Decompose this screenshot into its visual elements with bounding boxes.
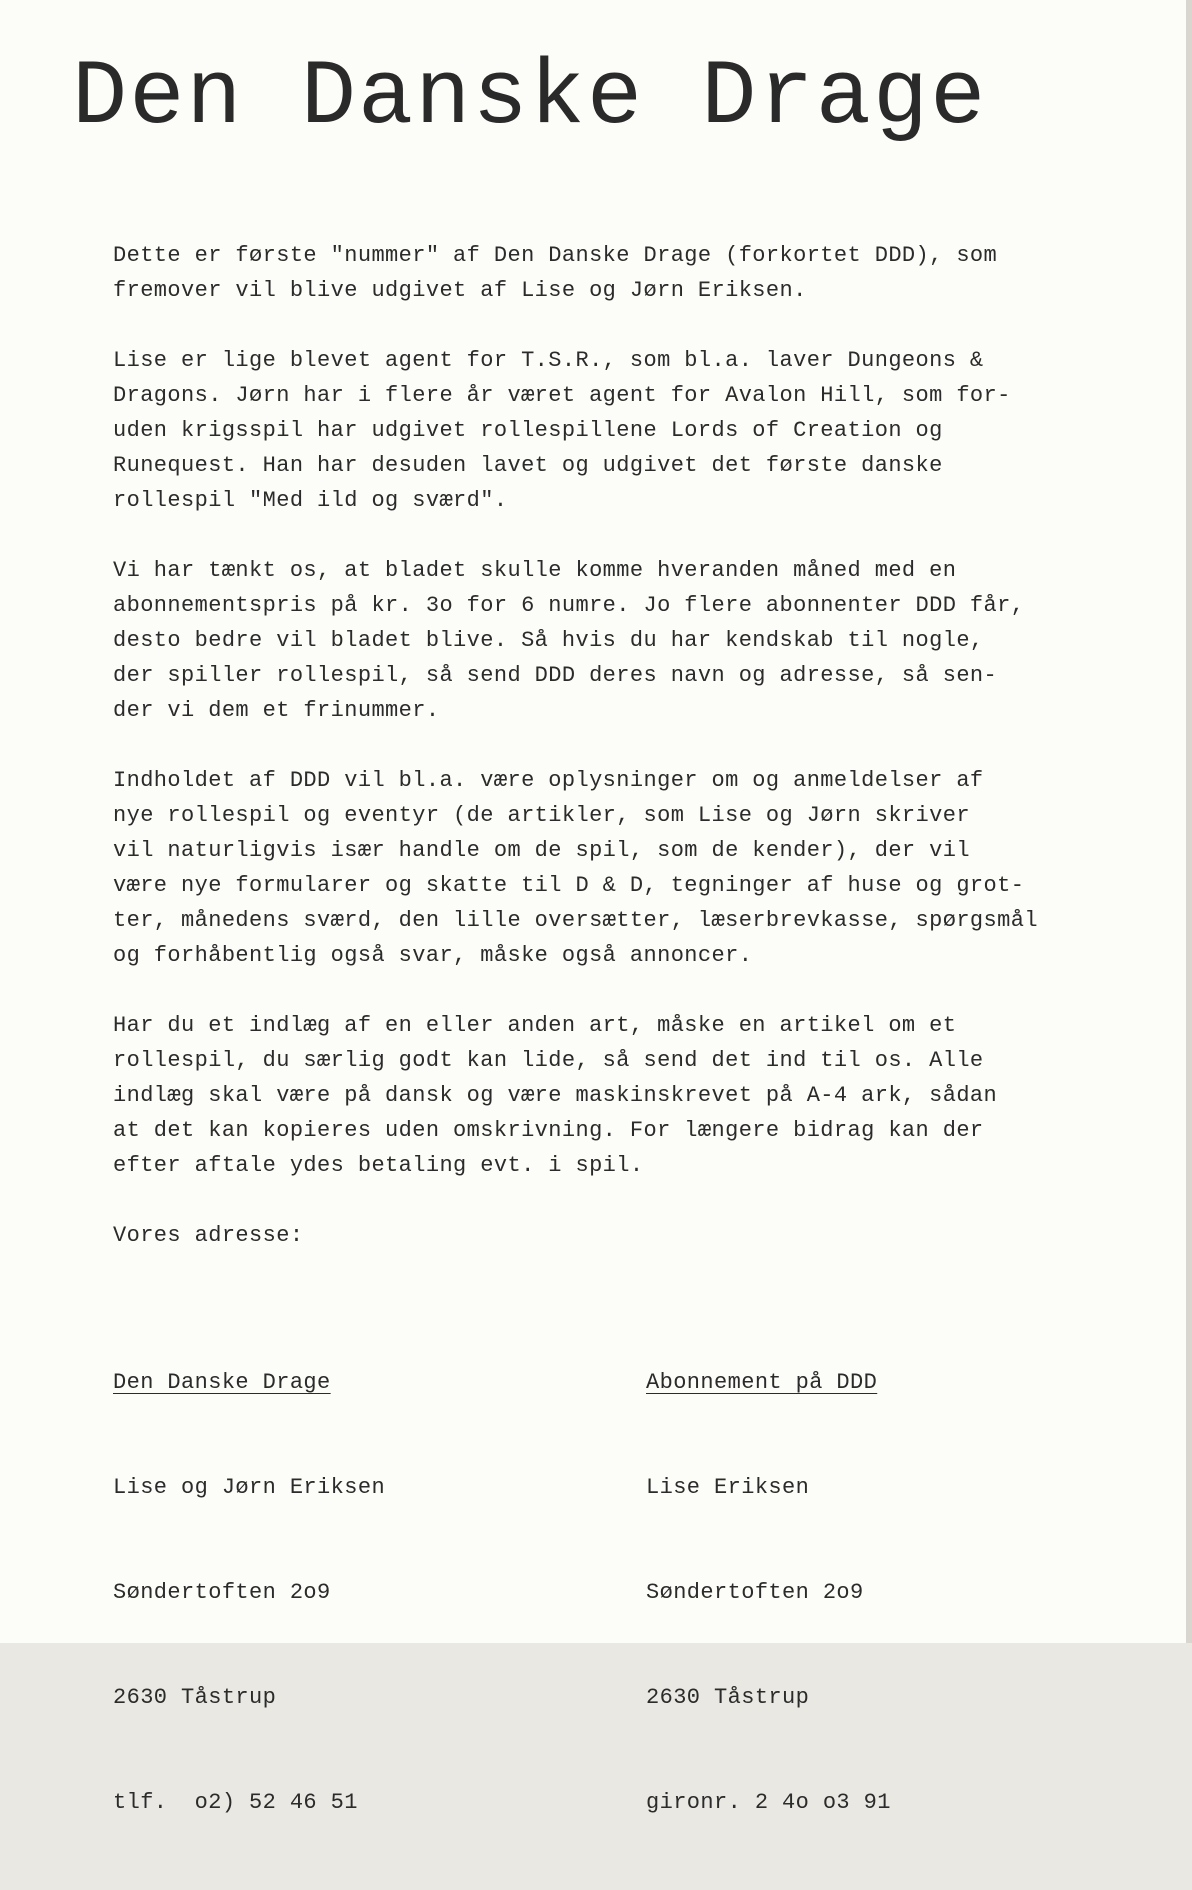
address-line: tlf. o2) 52 46 51 bbox=[113, 1790, 358, 1815]
text-line: Dragons. Jørn har i flere år været agent for Avalon Hill, som for- bbox=[113, 383, 1011, 408]
text-line: fremover vil blive udgivet af Lise og Jørn Eriksen. bbox=[113, 278, 807, 303]
text-line: rollespil, du særlig godt kan lide, så send det ind til os. Alle bbox=[113, 1048, 984, 1073]
address-line: Lise og Jørn Eriksen bbox=[113, 1475, 386, 1500]
text-line: der spiller rollespil, så send DDD deres navn og adresse, så sen- bbox=[113, 663, 998, 688]
text-line: være nye formularer og skatte til D & D, tegninger af huse og grot- bbox=[113, 873, 1025, 898]
document-body bbox=[113, 238, 1113, 1288]
address-line: gironr. 2 4o o3 91 bbox=[646, 1790, 891, 1815]
text-line: Indholdet af DDD vil bl.a. være oplysninger om og anmeldelser af bbox=[113, 768, 984, 793]
address-line: Lise Eriksen bbox=[646, 1475, 810, 1500]
address-line: 2630 Tåstrup bbox=[646, 1685, 810, 1710]
text-line: nye rollespil og eventyr (de artikler, som Lise og Jørn skriver bbox=[113, 803, 970, 828]
address-left bbox=[113, 1295, 385, 1890]
text-line: Har du et indlæg af en eller anden art, måske en artikel om et bbox=[113, 1013, 957, 1038]
address-right bbox=[646, 1295, 891, 1890]
text-line: abonnementspris på kr. 3o for 6 numre. Jo flere abonnenter DDD får, bbox=[113, 593, 1025, 618]
text-line: efter aftale ydes betaling evt. i spil. bbox=[113, 1153, 644, 1178]
text-line: desto bedre vil bladet blive. Så hvis du har kendskab til nogle, bbox=[113, 628, 984, 653]
paragraph-submissions bbox=[113, 1008, 1113, 1183]
text-line: rollespil "Med ild og sværd". bbox=[113, 488, 508, 513]
text-line: vil naturligvis især handle om de spil, som de kender), der vil bbox=[113, 838, 970, 863]
document-title: Den Danske Drage bbox=[72, 45, 988, 150]
text-line: Runequest. Han har desuden lavet og udgivet det første danske bbox=[113, 453, 943, 478]
text-line: ter, månedens sværd, den lille oversætter, læserbrevkasse, spørgsmål bbox=[113, 908, 1038, 933]
text-line: indlæg skal være på dansk og være maskinskrevet på A-4 ark, sådan bbox=[113, 1083, 998, 1108]
text-line: at det kan kopieres uden omskrivning. For længere bidrag kan der bbox=[113, 1118, 984, 1143]
paragraph-subscription bbox=[113, 553, 1113, 728]
text-line: uden krigsspil har udgivet rollespillene Lords of Creation og bbox=[113, 418, 943, 443]
address-line: Søndertoften 2o9 bbox=[113, 1580, 331, 1605]
text-line: Vi har tænkt os, at bladet skulle komme hveranden måned med en bbox=[113, 558, 957, 583]
paragraph-intro bbox=[113, 238, 1113, 308]
address-right-title: Abonnement på DDD bbox=[646, 1370, 878, 1395]
text-line: Dette er første "nummer" af Den Danske Drage (forkortet DDD), som bbox=[113, 243, 998, 268]
address-left-title: Den Danske Drage bbox=[113, 1370, 331, 1395]
address-line: 2630 Tåstrup bbox=[113, 1685, 277, 1710]
address-line: Søndertoften 2o9 bbox=[646, 1580, 864, 1605]
text-line: der vi dem et frinummer. bbox=[113, 698, 440, 723]
paragraph-contents bbox=[113, 763, 1113, 973]
text-line: Lise er lige blevet agent for T.S.R., som bl.a. laver Dungeons & bbox=[113, 348, 984, 373]
text-line: og forhåbentlig også svar, måske også annoncer. bbox=[113, 943, 753, 968]
paragraph-agents bbox=[113, 343, 1113, 518]
address-heading: Vores adresse: bbox=[113, 1223, 304, 1248]
